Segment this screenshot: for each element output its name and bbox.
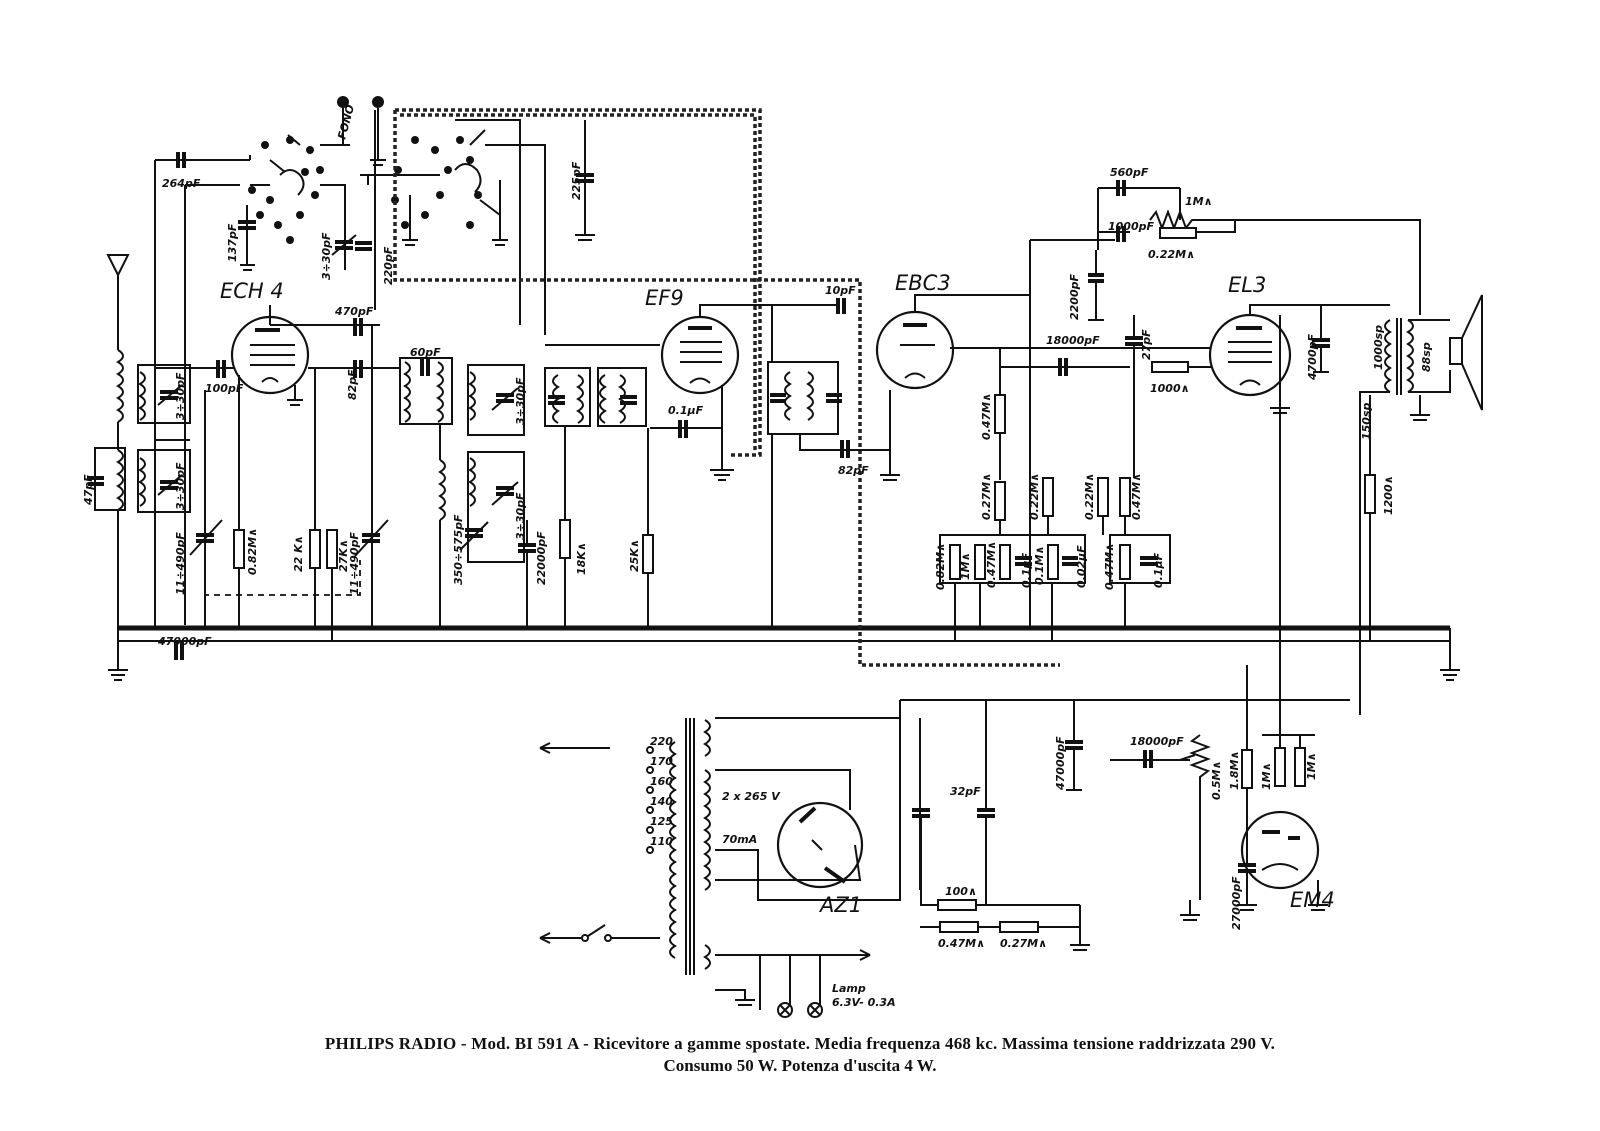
- label-c47: 47pF: [82, 474, 95, 505]
- label-fono: FONO: [335, 103, 358, 141]
- label-lamp-rating: 6.3V- 0.3A: [832, 996, 896, 1009]
- res-1m-d: [1295, 748, 1305, 786]
- label-tap160: 160: [650, 775, 673, 788]
- label-c27000: 27000pF: [1230, 876, 1243, 930]
- mains-transformer: [670, 718, 710, 975]
- cap-10pf: [838, 298, 844, 314]
- el3-tube: [1210, 305, 1390, 413]
- label-r047e: 0.47M∧: [938, 937, 986, 950]
- label-c220: 220pF: [382, 246, 395, 285]
- label-c1000: 1000pF: [1108, 220, 1155, 233]
- label-r05m: 0.5M∧: [1210, 760, 1223, 800]
- res-0-22m-c: [1098, 478, 1108, 516]
- caption-line-1: PHILIPS RADIO - Mod. BI 591 A - Ricevitore a gamme spostate. Media frequenza 468 kc. Massima tensione raddrizzata 290 V.: [324, 1034, 1276, 1053]
- label-c470: 470pF: [335, 305, 374, 318]
- lamp-icon-a: [778, 1003, 792, 1017]
- label-c264: 264pF: [162, 177, 201, 190]
- label-c4700: 4700pF: [1306, 333, 1319, 380]
- label-c3-30a: 3÷30pF: [320, 232, 333, 280]
- fono-jack-right[interactable]: [370, 96, 386, 165]
- label-r01m: 0.1M∧: [1033, 545, 1046, 585]
- label-c32: 32pF: [950, 785, 981, 798]
- label-c22000: 22000pF: [535, 531, 548, 585]
- label-c47000b: 47000pF: [1054, 736, 1067, 790]
- res-0-22m: [1160, 228, 1196, 238]
- label-c350: 350÷575pF: [452, 514, 465, 585]
- label-c01a: 0.1µF: [668, 404, 704, 417]
- label-r1m-fb: 1M∧: [1185, 195, 1213, 208]
- label-c3-30d: 3÷30pF: [514, 377, 527, 425]
- band-switch-wafer-1[interactable]: [248, 135, 324, 244]
- res-1m-c: [1275, 748, 1285, 786]
- power-switch[interactable]: [540, 925, 660, 943]
- label-r100: 100∧: [945, 885, 977, 898]
- res-0-47m-c: [1000, 545, 1010, 579]
- cap-470pf: [355, 318, 361, 336]
- label-c2200: 2200pF: [1068, 273, 1081, 320]
- label-tap110: 110: [650, 835, 673, 848]
- label-r1md: 1M∧: [1305, 752, 1318, 780]
- res-25k: [643, 428, 653, 628]
- label-c11-490b: 11÷490pF: [348, 532, 361, 595]
- label-r027a: 0.27M∧: [980, 472, 993, 520]
- label-r022b: 0.22M∧: [1028, 472, 1041, 520]
- label-r1mb: 1M∧: [959, 552, 972, 580]
- label-r082: 0.82M∧: [246, 527, 259, 575]
- band-switch-wafer-2[interactable]: [391, 130, 500, 229]
- res-1000: [1152, 362, 1188, 372]
- label-c137: 137pF: [226, 223, 239, 262]
- res-22k: [310, 368, 320, 628]
- tube-label-ebc3: EBC3: [895, 271, 951, 295]
- lamp-icon-b: [808, 1003, 822, 1017]
- cap-60pf: [422, 358, 428, 376]
- label-sec-ma: 70mA: [722, 833, 758, 846]
- label-tap140: 140: [650, 795, 673, 808]
- label-c225: 225pF: [570, 161, 583, 200]
- label-c11-490a: 11÷490pF: [174, 532, 187, 595]
- res-0-47m-d: [1120, 545, 1130, 579]
- cap-47000pf-b: [1065, 742, 1083, 748]
- label-r022: 0.22M∧: [1148, 248, 1196, 261]
- label-r047a: 0.47M∧: [980, 392, 993, 440]
- label-lamp: Lamp: [832, 982, 866, 995]
- label-c01b: 0.1µF: [1020, 552, 1033, 588]
- cap-32pf-b: [977, 810, 995, 816]
- label-c82a: 82pF: [346, 369, 359, 400]
- em4-tube: [1242, 812, 1318, 888]
- res-1m-b: [975, 545, 985, 579]
- label-tap125: 125: [650, 815, 673, 828]
- tube-label-az1: AZ1: [820, 893, 863, 917]
- label-c60: 60pF: [410, 346, 441, 359]
- label-c01c: 0.1µF: [1152, 552, 1165, 588]
- label-r047c: 0.47M∧: [985, 540, 998, 588]
- res-100: [938, 900, 976, 910]
- label-t150sp: 150sp: [1360, 402, 1373, 440]
- res-0-22m-b: [1043, 478, 1053, 516]
- label-c3-30b: 3÷30pF: [174, 372, 187, 420]
- az1-tube: [778, 803, 862, 887]
- label-c002: 0.02µF: [1075, 545, 1088, 588]
- label-c10: 10pF: [825, 284, 856, 297]
- label-c18000b: 18000pF: [1130, 735, 1184, 748]
- res-18k: [560, 426, 570, 628]
- tube-label-ef9: EF9: [645, 286, 684, 310]
- label-t1000sp: 1000sp: [1372, 324, 1385, 370]
- label-r022c: 0.22M∧: [1083, 472, 1096, 520]
- output-transformer: [1360, 318, 1450, 715]
- res-0-1m: [1048, 545, 1058, 579]
- tube-label-ech4: ECH 4: [220, 279, 284, 303]
- antenna-icon: [108, 255, 128, 350]
- label-c3-30e: 3÷30pF: [514, 492, 527, 540]
- antenna-coil: [118, 350, 123, 628]
- res-0-47m-e: [940, 922, 978, 932]
- label-r047b: 0.47M∧: [1130, 472, 1143, 520]
- pot-1m-feedback: [1150, 212, 1235, 228]
- label-r027e: 0.27M∧: [1000, 937, 1048, 950]
- caption-line-2: Consumo 50 W. Potenza d'uscita 4 W.: [663, 1056, 937, 1075]
- label-c3-30c: 3÷30pF: [174, 462, 187, 510]
- label-c100: 100pF: [205, 382, 244, 395]
- label-t88sp: 88sp: [1420, 342, 1433, 372]
- res-0-82m: [234, 375, 244, 628]
- res-1200: [1365, 475, 1375, 513]
- label-r1200: 1200∧: [1382, 475, 1395, 515]
- label-c47000a: 47000pF: [158, 635, 212, 648]
- label-r18m: 1.8M∧: [1228, 750, 1241, 790]
- label-r1mc: 1M∧: [1260, 762, 1273, 790]
- cap-2200pf: [1088, 275, 1104, 281]
- label-c27: 27pF: [1140, 329, 1153, 360]
- speaker-icon: [1450, 295, 1482, 410]
- label-r1000: 1000∧: [1150, 382, 1190, 395]
- res-0-27m-e: [1000, 922, 1038, 932]
- res-0-27m-a: [995, 482, 1005, 520]
- label-r18k: 18K∧: [575, 542, 588, 575]
- label-r25k: 25K∧: [628, 539, 641, 572]
- label-tap170: 170: [650, 755, 673, 768]
- label-c18000a: 18000pF: [1046, 334, 1100, 347]
- res-1-8m: [1242, 750, 1252, 788]
- label-r047d: 0.47M∧: [1103, 542, 1116, 590]
- label-sec-v: 2 x 265 V: [722, 790, 780, 803]
- res-27k: [327, 530, 337, 641]
- res-0-47m-b: [1120, 478, 1130, 516]
- label-r082b: 0.82M∧: [934, 542, 947, 590]
- label-r22k: 22 K∧: [292, 535, 305, 572]
- label-c82b: 82pF: [838, 464, 869, 477]
- label-tap220: 220: [650, 735, 673, 748]
- cap-220pf: [355, 243, 372, 249]
- tube-label-em4: EM4: [1290, 888, 1335, 912]
- tube-label-el3: EL3: [1228, 273, 1267, 297]
- label-c560: 560pF: [1110, 166, 1149, 179]
- label-r27k: 27K∧: [337, 539, 350, 572]
